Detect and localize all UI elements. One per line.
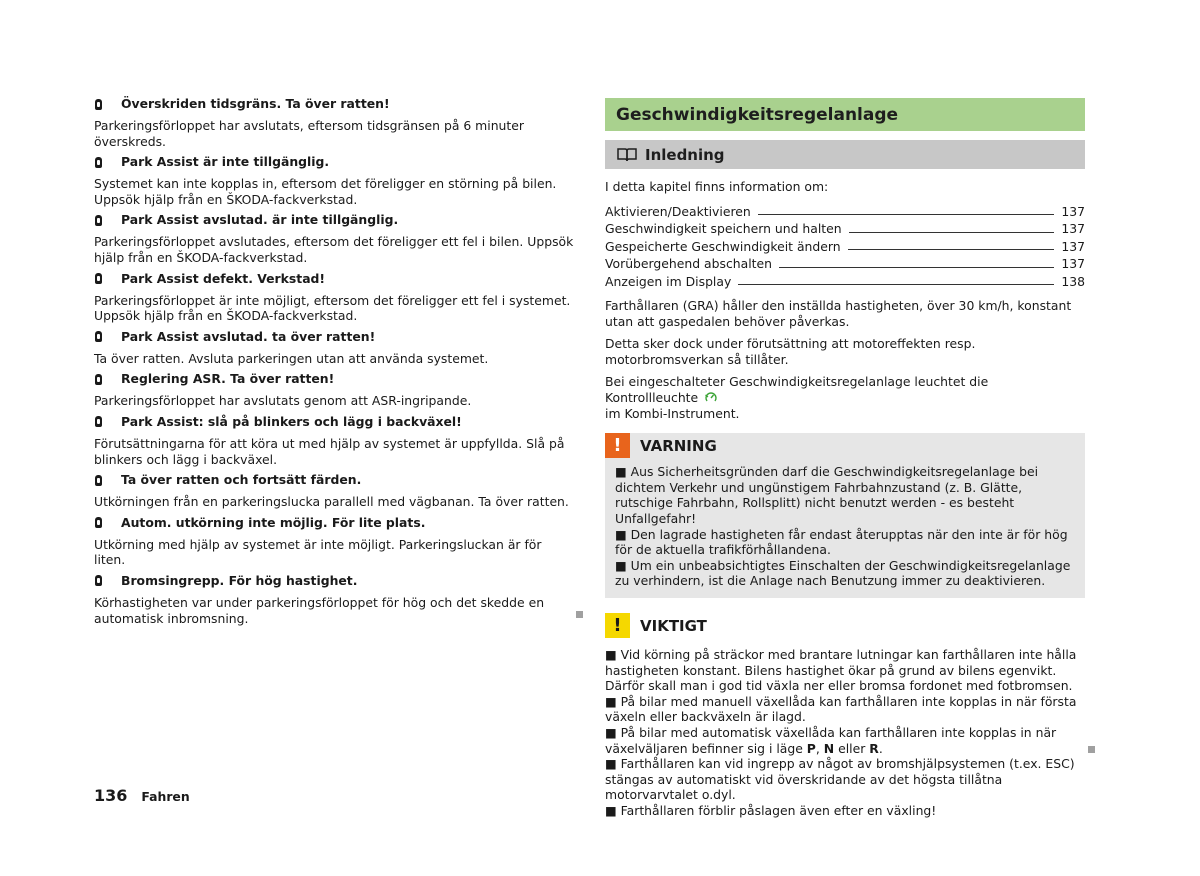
toc-entry-page[interactable]: 137 <box>1061 238 1085 254</box>
message-body: Parkeringsförloppet har avslutats, eftersom tidsgränsen på 6 minuter överskreds. <box>94 118 524 149</box>
chapter-name: Fahren <box>141 789 190 804</box>
message-heading <box>94 371 574 387</box>
page-number: 136 <box>94 786 128 805</box>
important-items <box>605 647 1085 819</box>
book-icon <box>617 148 637 162</box>
gear-p: P <box>806 740 816 756</box>
toc-leader <box>779 267 1054 268</box>
message-heading-text: Park Assist är inte tillgänglig. <box>121 154 330 170</box>
info-icon <box>95 273 102 284</box>
exclamation-icon: ! <box>605 613 630 638</box>
info-icon <box>95 99 102 110</box>
message-heading <box>94 329 574 345</box>
message-heading-text: Reglering ASR. Ta över ratten! <box>121 371 335 387</box>
important-item: ■ Vid körning på sträckor med brantare lutningar kan farthållaren inte hålla hastigheten konstant. Bilens hastighet ökar på grund av bilens egenvikt. Därför skall man i god tid växla ner eller bromsa fordonet med fotbromsen. <box>605 647 1077 694</box>
toc-leader <box>738 284 1054 285</box>
warning-item: ■ Aus Sicherheitsgründen darf die Geschwindigkeitsregelanlage bei dichtem Verkehr und ungünstigem Fahrbahnzustand (z. B. Glätte, rutschige Fahrbahn, Rollsplitt) nicht benutzt werden - es besteht Unfallgefahr! <box>615 464 1039 527</box>
info-icon <box>95 575 102 586</box>
important-title: VIKTIGT <box>640 616 707 635</box>
important-item: ■ Farthållaren förblir påslagen även efter en växling! <box>605 802 937 818</box>
paragraph: Detta sker dock under förutsättning att motoreffekten resp. motorbromsverkan så tillåter. <box>605 336 976 367</box>
message-body: Parkeringsförloppet avslutades, eftersom det föreligger ett fel i bilen. Uppsök hjälp från en ŠKODA-fackverkstad. <box>94 234 574 265</box>
message-body: Körhastigheten var under parkeringsförloppet för hög och det skedde en automatisk inbromsning. <box>94 594 545 626</box>
message-heading-text: Park Assist: slå på blinkers och lägg i backväxel! <box>121 413 462 429</box>
right-column <box>605 98 1085 819</box>
warning-item: ■ Um ein unbeabsichtigtes Einschalten der Geschwindigkeitsregelanlage zu verhindern, ist die Anlage nach Benutzung immer zu deaktivieren. <box>615 557 1071 589</box>
warning-box <box>605 433 1085 598</box>
section-title: Geschwindigkeitsregelanlage <box>605 98 1085 131</box>
message-body: Utkörning med hjälp av systemet är inte möjligt. Parkeringsluckan är för liten. <box>94 536 542 568</box>
gear-r: R <box>869 740 879 756</box>
gear-n: N <box>823 740 835 756</box>
toc-entry-page[interactable]: 137 <box>1061 203 1085 219</box>
section-end-marker <box>576 611 583 618</box>
toc-entry-page[interactable]: 137 <box>1061 256 1085 272</box>
info-icon <box>95 416 102 427</box>
message-body: Parkeringsförloppet är inte möjligt, eftersom det föreligger ett fel i systemet. Uppsök hjälp från en ŠKODA-fackverkstad. <box>94 292 571 324</box>
message-heading <box>94 472 574 488</box>
paragraph-text: Bei eingeschalteter Geschwindigkeitsregelanlage leuchtet die Kontrollleuchte <box>605 374 989 406</box>
warning-title: VARNING <box>640 436 717 455</box>
message-heading-text: Överskriden tidsgräns. Ta över ratten! <box>121 96 390 111</box>
message-heading <box>94 414 574 430</box>
separator: , <box>815 740 824 756</box>
toc-entry-label[interactable]: Aktivieren/Deaktivieren <box>605 203 751 219</box>
important-item-text: ■ På bilar med automatisk växellåda kan farthållaren inte kopplas in när växelväljaren befinner sig i läge <box>605 724 1057 756</box>
info-icon <box>95 215 102 226</box>
message-heading <box>94 212 574 228</box>
message-body: Systemet kan inte kopplas in, eftersom det föreligger en störning på bilen. Uppsök hjälp från en ŠKODA-fackverkstad. <box>94 176 557 207</box>
warning-header <box>605 433 1085 458</box>
toc-leader <box>849 232 1055 233</box>
toc-leader <box>758 214 1055 215</box>
info-icon <box>95 374 102 385</box>
toc-entry[interactable] <box>605 255 1085 273</box>
paragraph-text: im Kombi-Instrument. <box>605 405 740 421</box>
paragraph <box>605 374 1085 421</box>
toc-entry-page[interactable]: 138 <box>1061 273 1085 289</box>
page-footer <box>94 786 190 805</box>
message-body: Parkeringsförloppet har avslutats genom att ASR-ingripande. <box>94 393 472 409</box>
table-of-contents <box>605 203 1085 291</box>
toc-entry-page[interactable]: 137 <box>1061 221 1085 237</box>
exclamation-icon: ! <box>605 433 630 458</box>
warning-items <box>605 458 1085 589</box>
info-icon <box>95 157 102 168</box>
warning-item: ■ Den lagrade hastigheten får endast återupptas när den inte är för hög för de aktuella trafikförhållandena. <box>615 526 1068 558</box>
intro-title: Inledning <box>645 145 725 164</box>
message-heading-text: Autom. utkörning inte möjlig. För lite plats. <box>121 514 426 530</box>
message-heading-text: Bromsingrepp. För hög hastighet. <box>121 572 358 588</box>
important-item <box>605 725 1085 756</box>
message-heading-text: Ta över ratten och fortsätt färden. <box>121 472 362 488</box>
toc-entry[interactable] <box>605 273 1085 291</box>
important-item: ■ Farthållaren kan vid ingrepp av något av bromshjälpsystemen (t.ex. ESC) stängas av automatiskt vid överskridande av det högsta tillåtna motorvarvtalet o.dyl. <box>605 756 1075 803</box>
intro-text: I detta kapitel finns information om: <box>605 179 829 194</box>
toc-entry[interactable] <box>605 203 1085 221</box>
message-body: Utkörningen från en parkeringslucka parallell med vägbanan. Ta över ratten. <box>94 494 569 510</box>
message-heading <box>94 96 574 112</box>
message-heading <box>94 573 574 589</box>
cruise-control-lamp-icon <box>705 392 717 403</box>
left-column <box>94 96 574 626</box>
message-heading-text: Park Assist defekt. Verkstad! <box>121 270 326 286</box>
info-icon <box>95 475 102 486</box>
message-heading <box>94 515 574 531</box>
message-heading-text: Park Assist avslutad. ta över ratten! <box>121 328 376 344</box>
important-item: ■ På bilar med manuell växellåda kan farthållaren inte kopplas in när första växeln eller backväxeln är ilagd. <box>605 693 1077 725</box>
toc-entry-label[interactable]: Gespeicherte Geschwindigkeit ändern <box>605 238 841 254</box>
paragraph: Farthållaren (GRA) håller den inställda hastigheten, över 30 km/h, konstant utan att gaspedalen behöver påverkas. <box>605 298 1072 329</box>
toc-entry[interactable] <box>605 220 1085 238</box>
separator: eller <box>834 740 870 756</box>
toc-entry[interactable] <box>605 238 1085 256</box>
message-heading <box>94 154 574 170</box>
toc-entry-label[interactable]: Anzeigen im Display <box>605 273 732 289</box>
intro-header <box>605 140 1085 169</box>
message-body: Förutsättningarna för att köra ut med hjälp av systemet är uppfyllda. Slå på blinkers och lägg i backväxel. <box>94 435 565 467</box>
toc-entry-label[interactable]: Vorübergehend abschalten <box>605 256 772 272</box>
important-header <box>605 613 1085 638</box>
message-heading <box>94 271 574 287</box>
section-end-marker <box>1088 746 1095 753</box>
separator: . <box>878 740 883 756</box>
message-body: Ta över ratten. Avsluta parkeringen utan att använda systemet. <box>94 350 489 366</box>
message-heading-text: Park Assist avslutad. är inte tillgänglig. <box>121 212 399 228</box>
info-icon <box>95 331 102 342</box>
toc-entry-label[interactable]: Geschwindigkeit speichern und halten <box>605 221 842 237</box>
info-icon <box>95 517 102 528</box>
toc-leader <box>848 249 1055 250</box>
